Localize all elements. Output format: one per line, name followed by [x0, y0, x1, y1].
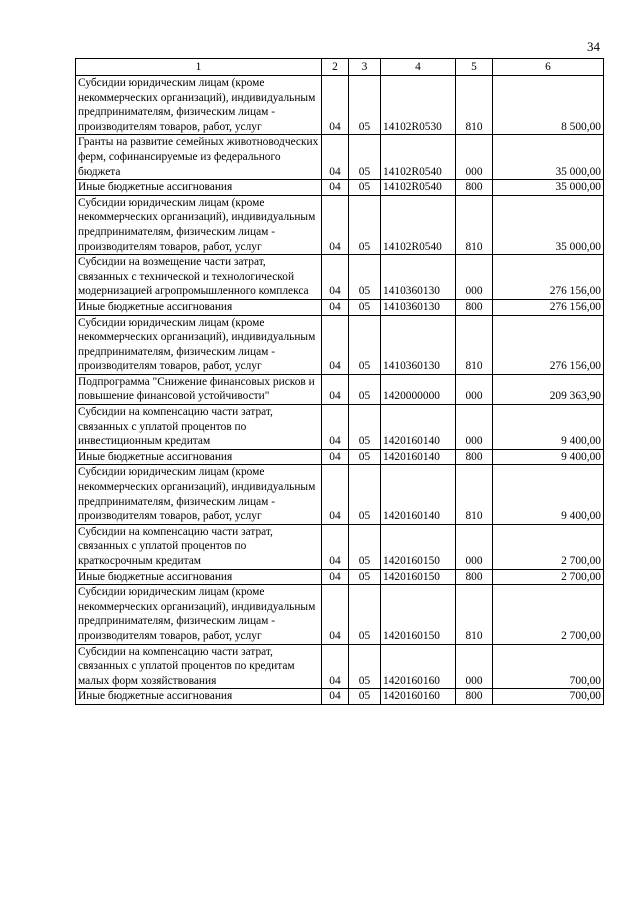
section-code-cell: 04 — [322, 374, 349, 404]
expense-type-cell: 800 — [456, 689, 493, 705]
amount-cell: 8 500,00 — [493, 76, 604, 135]
subsection-code-cell: 05 — [349, 405, 381, 450]
subsection-code-cell: 05 — [349, 299, 381, 315]
item-name-cell: Иные бюджетные ассигнования — [76, 449, 322, 465]
column-header: 1 — [76, 59, 322, 76]
section-code-cell: 04 — [322, 524, 349, 569]
amount-cell: 9 400,00 — [493, 405, 604, 450]
expense-type-cell: 800 — [456, 449, 493, 465]
target-article-cell: 1420160150 — [381, 569, 456, 585]
budget-table — [75, 58, 604, 705]
section-code-cell: 04 — [322, 465, 349, 524]
target-article-cell: 1410360130 — [381, 299, 456, 315]
section-code-cell: 04 — [322, 689, 349, 705]
item-name-cell: Иные бюджетные ассигнования — [76, 180, 322, 196]
table-row — [76, 689, 604, 705]
subsection-code-cell: 05 — [349, 465, 381, 524]
section-code-cell: 04 — [322, 569, 349, 585]
table-row — [76, 315, 604, 374]
column-header: 5 — [456, 59, 493, 76]
target-article-cell: 1410360130 — [381, 255, 456, 300]
table-row — [76, 465, 604, 524]
table-row — [76, 569, 604, 585]
table-row — [76, 449, 604, 465]
section-code-cell: 04 — [322, 195, 349, 254]
amount-cell: 2 700,00 — [493, 569, 604, 585]
section-code-cell: 04 — [322, 644, 349, 689]
section-code-cell: 04 — [322, 449, 349, 465]
target-article-cell: 1420160160 — [381, 689, 456, 705]
table-row — [76, 644, 604, 689]
amount-cell: 35 000,00 — [493, 135, 604, 180]
item-name-cell: Иные бюджетные ассигнования — [76, 689, 322, 705]
amount-cell: 35 000,00 — [493, 195, 604, 254]
amount-cell: 276 156,00 — [493, 299, 604, 315]
subsection-code-cell: 05 — [349, 689, 381, 705]
amount-cell: 276 156,00 — [493, 315, 604, 374]
column-header: 3 — [349, 59, 381, 76]
expense-type-cell: 800 — [456, 299, 493, 315]
table-row — [76, 585, 604, 644]
table-header-row — [76, 59, 604, 76]
item-name-cell: Субсидии юридическим лицам (кроме некоммерческих организаций), индивидуальным предпринимателям, физическим лицам - производителям товаров, работ, услуг — [76, 585, 322, 644]
target-article-cell: 1410360130 — [381, 315, 456, 374]
expense-type-cell: 800 — [456, 569, 493, 585]
target-article-cell: 14102R0540 — [381, 180, 456, 196]
amount-cell: 700,00 — [493, 644, 604, 689]
target-article-cell: 1420160140 — [381, 449, 456, 465]
amount-cell: 2 700,00 — [493, 585, 604, 644]
expense-type-cell: 810 — [456, 585, 493, 644]
expense-type-cell: 000 — [456, 255, 493, 300]
column-header: 4 — [381, 59, 456, 76]
amount-cell: 700,00 — [493, 689, 604, 705]
subsection-code-cell: 05 — [349, 180, 381, 196]
subsection-code-cell: 05 — [349, 76, 381, 135]
item-name-cell: Подпрограмма "Снижение финансовых рисков и повышение финансовой устойчивости" — [76, 374, 322, 404]
expense-type-cell: 800 — [456, 180, 493, 196]
target-article-cell: 14102R0530 — [381, 76, 456, 135]
subsection-code-cell: 05 — [349, 374, 381, 404]
table-row — [76, 180, 604, 196]
table-row — [76, 405, 604, 450]
section-code-cell: 04 — [322, 255, 349, 300]
amount-cell: 209 363,90 — [493, 374, 604, 404]
item-name-cell: Субсидии юридическим лицам (кроме некоммерческих организаций), индивидуальным предпринимателям, физическим лицам - производителям товаров, работ, услуг — [76, 465, 322, 524]
expense-type-cell: 000 — [456, 524, 493, 569]
expense-type-cell: 810 — [456, 315, 493, 374]
page-number: 34 — [587, 39, 600, 54]
target-article-cell: 14102R0540 — [381, 195, 456, 254]
column-header: 2 — [322, 59, 349, 76]
item-name-cell: Субсидии на компенсацию части затрат, связанных с уплатой процентов по краткосрочным кредитам — [76, 524, 322, 569]
target-article-cell: 1420160150 — [381, 524, 456, 569]
section-code-cell: 04 — [322, 585, 349, 644]
item-name-cell: Субсидии на компенсацию части затрат, связанных с уплатой процентов по кредитам малых форм хозяйствования — [76, 644, 322, 689]
expense-type-cell: 000 — [456, 405, 493, 450]
expense-type-cell: 000 — [456, 135, 493, 180]
item-name-cell: Гранты на развитие семейных животноводческих ферм, софинансируемые из федерального бюджета — [76, 135, 322, 180]
subsection-code-cell: 05 — [349, 195, 381, 254]
table-row — [76, 255, 604, 300]
section-code-cell: 04 — [322, 180, 349, 196]
table-row — [76, 76, 604, 135]
target-article-cell: 1420160150 — [381, 585, 456, 644]
section-code-cell: 04 — [322, 76, 349, 135]
amount-cell: 276 156,00 — [493, 255, 604, 300]
item-name-cell: Субсидии юридическим лицам (кроме некоммерческих организаций), индивидуальным предпринимателям, физическим лицам - производителям товаров, работ, услуг — [76, 76, 322, 135]
expense-type-cell: 810 — [456, 76, 493, 135]
expense-type-cell: 000 — [456, 644, 493, 689]
section-code-cell: 04 — [322, 299, 349, 315]
expense-type-cell: 810 — [456, 465, 493, 524]
target-article-cell: 1420160140 — [381, 465, 456, 524]
item-name-cell: Иные бюджетные ассигнования — [76, 299, 322, 315]
amount-cell: 9 400,00 — [493, 449, 604, 465]
subsection-code-cell: 05 — [349, 585, 381, 644]
table-row — [76, 195, 604, 254]
subsection-code-cell: 05 — [349, 135, 381, 180]
amount-cell: 2 700,00 — [493, 524, 604, 569]
expense-type-cell: 810 — [456, 195, 493, 254]
target-article-cell: 1420160140 — [381, 405, 456, 450]
section-code-cell: 04 — [322, 315, 349, 374]
item-name-cell: Субсидии юридическим лицам (кроме некоммерческих организаций), индивидуальным предпринимателям, физическим лицам - производителям товаров, работ, услуг — [76, 315, 322, 374]
item-name-cell: Субсидии на компенсацию части затрат, связанных с уплатой процентов по инвестиционным кредитам — [76, 405, 322, 450]
subsection-code-cell: 05 — [349, 569, 381, 585]
section-code-cell: 04 — [322, 405, 349, 450]
subsection-code-cell: 05 — [349, 315, 381, 374]
amount-cell: 35 000,00 — [493, 180, 604, 196]
amount-cell: 9 400,00 — [493, 465, 604, 524]
target-article-cell: 1420160160 — [381, 644, 456, 689]
table-row — [76, 524, 604, 569]
subsection-code-cell: 05 — [349, 524, 381, 569]
expense-type-cell: 000 — [456, 374, 493, 404]
target-article-cell: 14102R0540 — [381, 135, 456, 180]
table-row — [76, 135, 604, 180]
subsection-code-cell: 05 — [349, 644, 381, 689]
table-row — [76, 299, 604, 315]
item-name-cell: Субсидии юридическим лицам (кроме некоммерческих организаций), индивидуальным предпринимателям, физическим лицам - производителям товаров, работ, услуг — [76, 195, 322, 254]
section-code-cell: 04 — [322, 135, 349, 180]
subsection-code-cell: 05 — [349, 255, 381, 300]
table-body — [76, 76, 604, 705]
subsection-code-cell: 05 — [349, 449, 381, 465]
target-article-cell: 1420000000 — [381, 374, 456, 404]
table-row — [76, 374, 604, 404]
column-header: 6 — [493, 59, 604, 76]
item-name-cell: Субсидии на возмещение части затрат, связанных с технической и технологической модернизацией агропромышленного комплекса — [76, 255, 322, 300]
item-name-cell: Иные бюджетные ассигнования — [76, 569, 322, 585]
